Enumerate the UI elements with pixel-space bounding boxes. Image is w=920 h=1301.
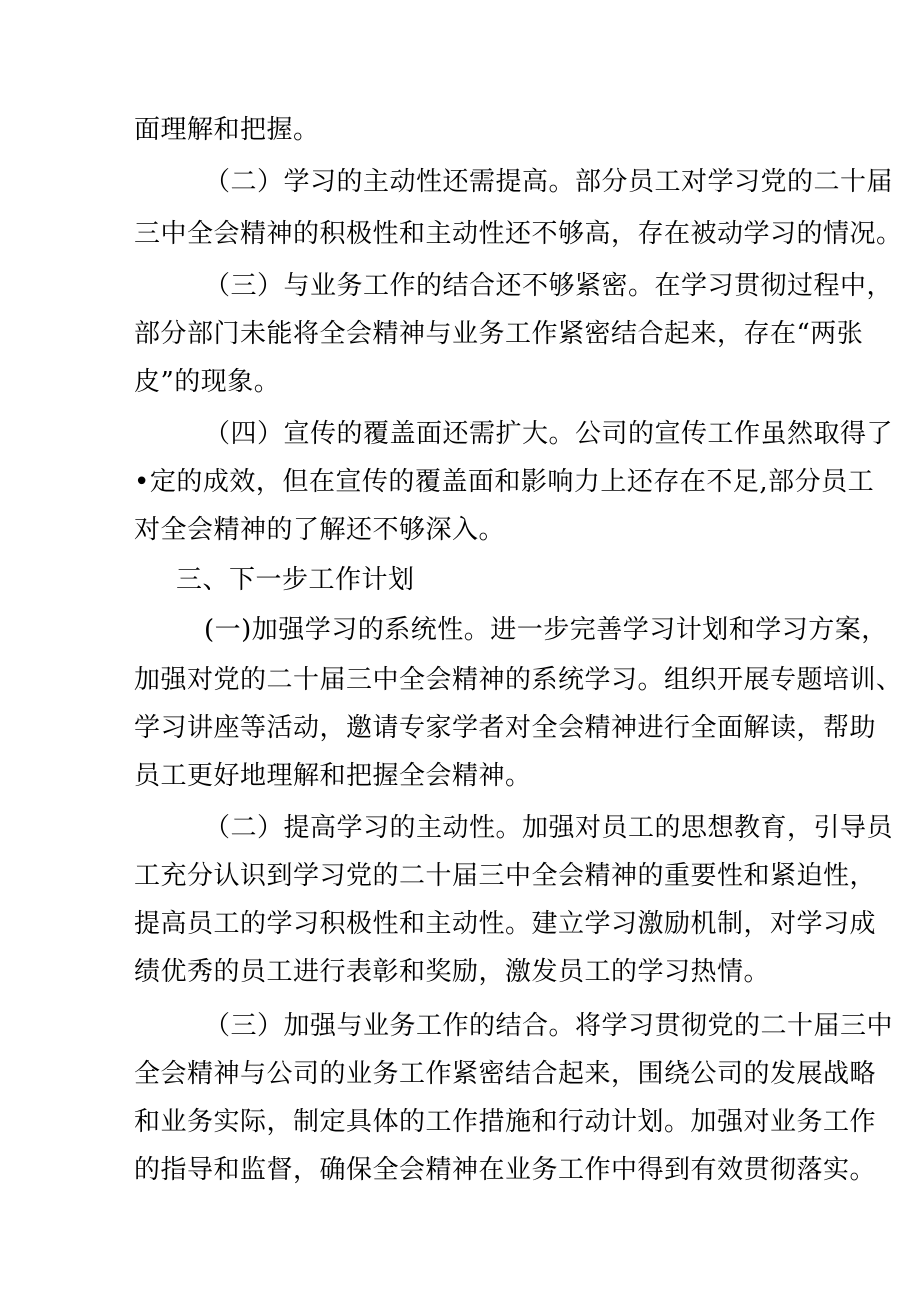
text-line: 工充分认识到学习党的二十届三中全会精神的重要性和紧迫性， <box>134 861 877 891</box>
text-line: 皮”的现象。 <box>134 367 281 397</box>
text-line: 的指导和监督，确保全会精神在业务工作中得到有效贯彻落实。 <box>134 1155 877 1185</box>
text-line: （三）加强与业务工作的结合。将学习贯彻党的二十届三中 <box>204 1011 894 1041</box>
text-line: 学习讲座等活动，邀请专家学者对全会精神进行全面解读，帮助 <box>134 713 877 743</box>
text-line: （四）宣传的覆盖面还需扩大。公司的宣传工作虽然取得了 <box>204 419 894 449</box>
text-line: 三中全会精神的积极性和主动性还不够高，存在被动学习的情况。 <box>134 219 903 249</box>
section-heading: 三、下一步工作计划 <box>176 565 415 595</box>
text-line: 和业务实际，制定具体的工作措施和行动计划。加强对业务工作 <box>134 1107 877 1137</box>
text-line: （三）与业务工作的结合还不够紧密。在学习贯彻过程中， <box>204 271 894 301</box>
text-line: (一)加强学习的系统性。进一步完善学习计划和学习方案， <box>204 615 888 645</box>
text-line: 对全会精神的了解还不够深入。 <box>134 515 506 545</box>
text-line: 全会精神与公司的业务工作紧密结合起来，围绕公司的发展战略 <box>134 1059 877 1089</box>
text-line: 面理解和把握。 <box>134 115 320 145</box>
text-line: •定的成效，但在宣传的覆盖面和影响力上还存在不足,部分员工 <box>134 467 875 497</box>
text-line: 绩优秀的员工进行表彰和奖励，激发员工的学习热情。 <box>134 957 771 987</box>
text-line: 提高员工的学习积极性和主动性。建立学习激励机制，对学习成 <box>134 909 877 939</box>
text-line: 部分部门未能将全会精神与业务工作紧密结合起来，存在“两张 <box>134 319 864 349</box>
text-line: 加强对党的二十届三中全会精神的系统学习。组织开展专题培训、 <box>134 665 903 695</box>
text-line: 员工更好地理解和把握全会精神。 <box>134 761 532 791</box>
text-line: （二）学习的主动性还需提高。部分员工对学习党的二十届 <box>204 167 894 197</box>
text-line: （二）提高学习的主动性。加强对员工的思想教育，引导员 <box>204 813 894 843</box>
